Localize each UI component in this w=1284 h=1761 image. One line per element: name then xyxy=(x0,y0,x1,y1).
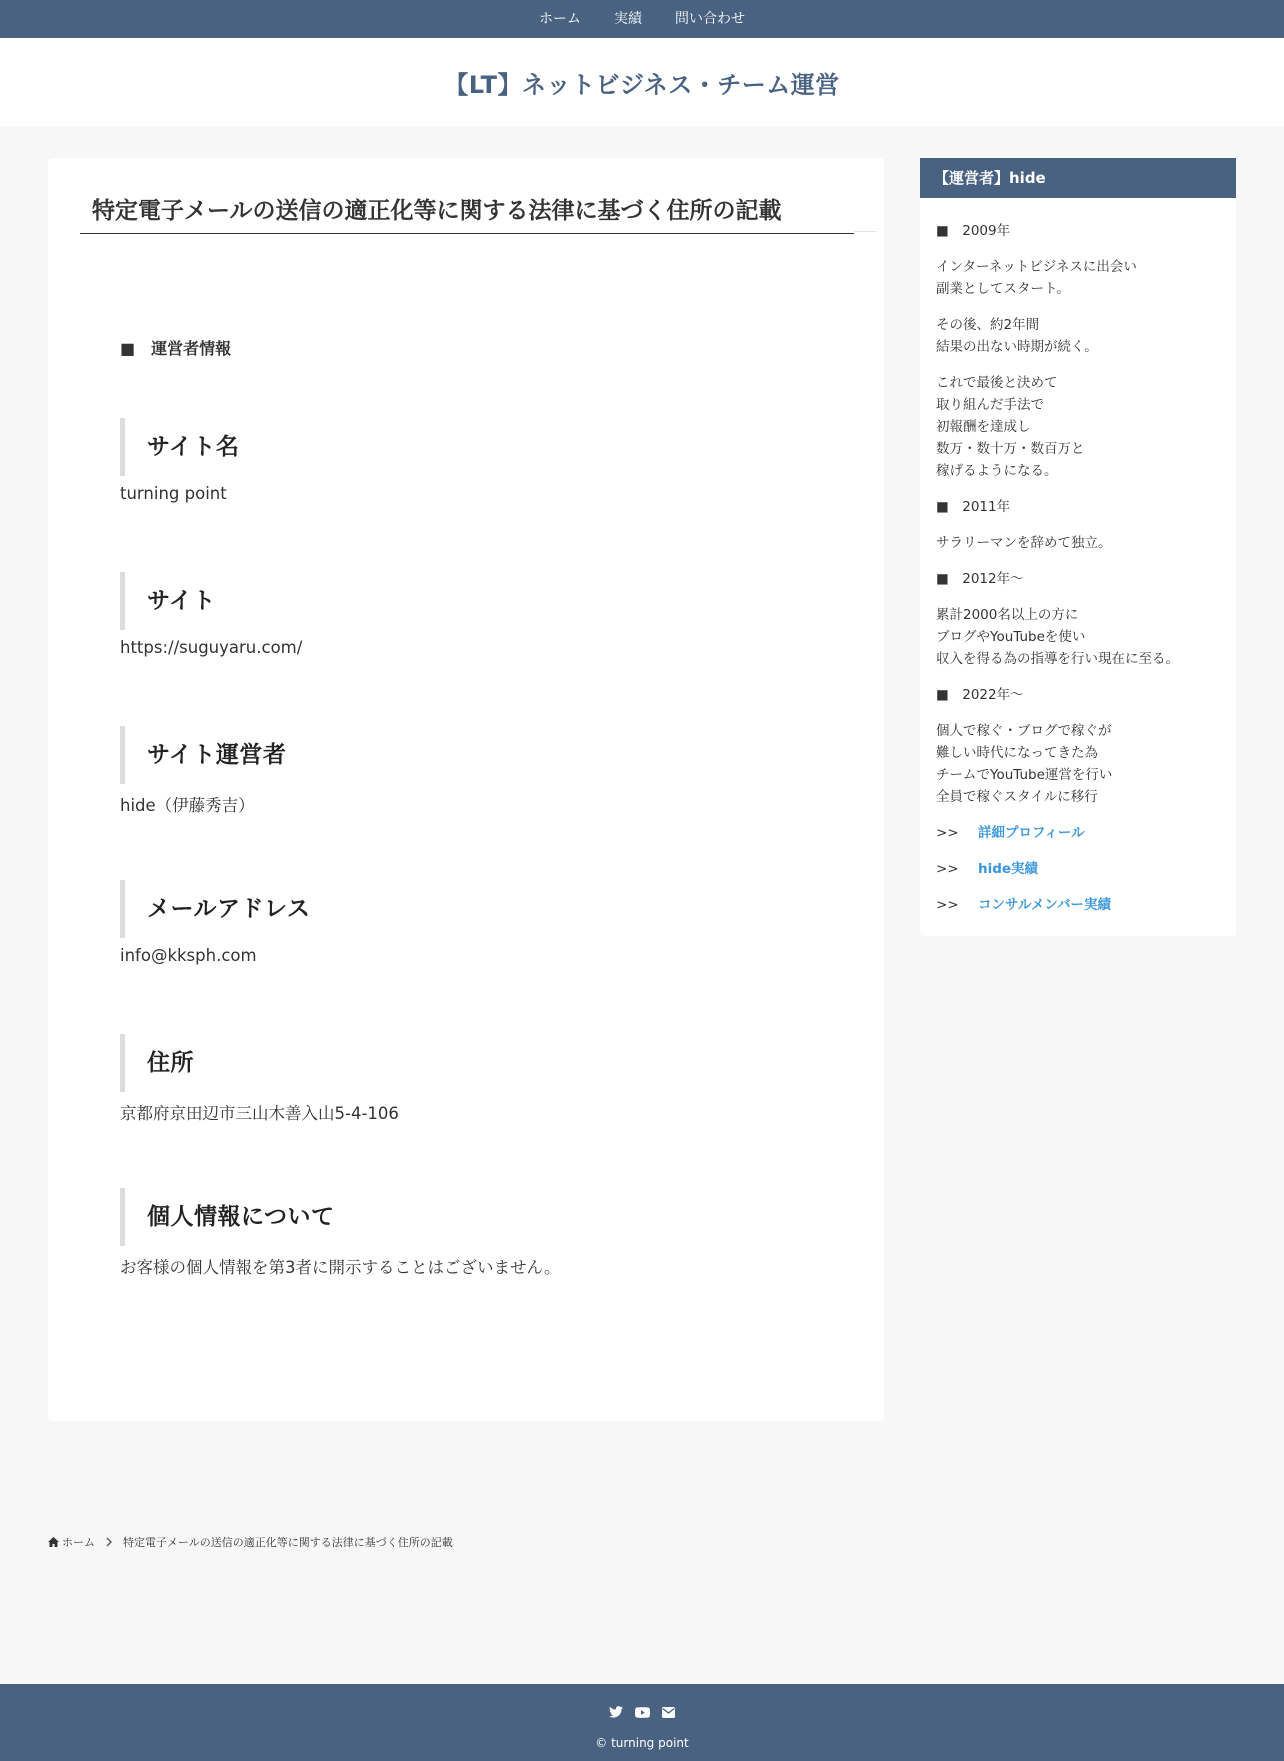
sidebar-line: 累計2000名以上の方に xyxy=(936,607,1079,623)
sidebar-line: 結果の出ない時期が続く。 xyxy=(936,339,1098,355)
sidebar-line: 副業としてスタート。 xyxy=(936,281,1070,297)
operator-info-label: ■ 運営者情報 xyxy=(120,339,232,358)
sidebar-line: 個人で稼ぐ・ブログで稼ぐが xyxy=(936,723,1112,739)
section-text-privacy: お客様の個人情報を第3者に開示することはございません。 xyxy=(120,1258,561,1277)
sidebar-line: 初報酬を達成し xyxy=(936,419,1031,435)
nav-item-achievements[interactable]: 実績 xyxy=(614,11,642,27)
top-nav xyxy=(0,0,1284,38)
site-title[interactable]: 【LT】ネットビジネス・チーム運営 xyxy=(444,70,840,99)
section-text-operator: hide（伊藤秀吉） xyxy=(120,796,255,815)
sidebar-line: 難しい時代になってきた為 xyxy=(936,745,1098,761)
sidebar-line: 数万・数十万・数百万と xyxy=(936,441,1085,457)
sidebar-paragraph xyxy=(936,604,1220,670)
arrow-marker: >> xyxy=(936,861,959,877)
breadcrumb-home-label: ホーム xyxy=(62,1536,95,1549)
sidebar-paragraph xyxy=(936,256,1220,300)
section-text-site-url: https://suguyaru.com/ xyxy=(120,638,303,657)
breadcrumb xyxy=(48,1534,453,1550)
sidebar-line: 全員で稼ぐスタイルに移行 xyxy=(936,789,1098,805)
sidebar-year-2009: ■ 2009年 xyxy=(936,223,1011,239)
sidebar-paragraph xyxy=(936,372,1220,482)
mail-icon[interactable] xyxy=(662,1703,675,1722)
main-wrap xyxy=(0,126,1284,1750)
sidebar-link-row xyxy=(936,894,1220,916)
youtube-icon[interactable] xyxy=(635,1703,650,1722)
member-achievements-link[interactable]: コンサルメンバー実績 xyxy=(978,897,1111,913)
article-content xyxy=(48,158,884,1421)
hide-achievements-link[interactable]: hide実績 xyxy=(978,861,1039,877)
section-heading-operator: サイト運営者 xyxy=(120,726,820,784)
site-header xyxy=(0,38,1284,126)
footer-social-icons xyxy=(0,1703,1284,1722)
section-heading-privacy: 個人情報について xyxy=(120,1188,820,1246)
sidebar-paragraph: サラリーマンを辞めて独立。 xyxy=(936,535,1112,551)
sidebar-line: 取り組んだ手法で xyxy=(936,397,1044,413)
section-text-site-name: turning point xyxy=(120,484,227,503)
sidebar-link-row xyxy=(936,822,1220,844)
sidebar-line: ブログやYouTubeを使い xyxy=(936,629,1086,645)
sidebar-line: インターネットビジネスに出会い xyxy=(936,259,1137,275)
chevron-right-icon xyxy=(105,1537,113,1547)
arrow-marker: >> xyxy=(936,897,959,913)
nav-item-home[interactable]: ホーム xyxy=(539,11,581,27)
nav-item-contact[interactable]: 問い合わせ xyxy=(675,11,745,27)
sidebar-paragraph xyxy=(936,314,1220,358)
section-text-address: 京都府京田辺市三山木善入山5-4-106 xyxy=(120,1104,399,1123)
sidebar-year-2012: ■ 2012年～ xyxy=(936,571,1024,587)
sidebar-link-row xyxy=(936,858,1220,880)
arrow-marker: >> xyxy=(936,825,959,841)
section-heading-email: メールアドレス xyxy=(120,880,820,938)
site-footer xyxy=(0,1684,1284,1761)
section-text-email: info@kksph.com xyxy=(120,946,257,965)
sidebar-paragraph xyxy=(936,720,1220,808)
sidebar-line: これで最後と決めて xyxy=(936,375,1058,391)
section-heading-site: サイト xyxy=(120,572,820,630)
profile-link[interactable]: 詳細プロフィール xyxy=(978,825,1085,841)
breadcrumb-home[interactable] xyxy=(48,1534,95,1550)
sidebar-line: チームでYouTube運営を行い xyxy=(936,767,1113,783)
sidebar-body xyxy=(920,198,1236,916)
footer-copyright: © turning point xyxy=(595,1736,689,1750)
twitter-icon[interactable] xyxy=(609,1703,623,1722)
sidebar-year-2022: ■ 2022年～ xyxy=(936,687,1024,703)
section-heading-address: 住所 xyxy=(120,1034,820,1092)
section-heading-site-name: サイト名 xyxy=(120,418,820,476)
sidebar-year-2011: ■ 2011年 xyxy=(936,499,1011,515)
sidebar-profile-widget xyxy=(920,158,1236,936)
title-divider xyxy=(854,231,876,232)
sidebar-line: 収入を得る為の指導を行い現在に至る。 xyxy=(936,651,1179,667)
sidebar-heading: 【運営者】hide xyxy=(920,158,1236,198)
sidebar-line: 稼げるようになる。 xyxy=(936,463,1058,479)
page-title: 特定電子メールの送信の適正化等に関する法律に基づく住所の記載 xyxy=(80,194,854,234)
sidebar-line: その後、約2年間 xyxy=(936,317,1040,333)
breadcrumb-current: 特定電子メールの送信の適正化等に関する法律に基づく住所の記載 xyxy=(123,1536,453,1549)
home-icon xyxy=(48,1537,59,1547)
